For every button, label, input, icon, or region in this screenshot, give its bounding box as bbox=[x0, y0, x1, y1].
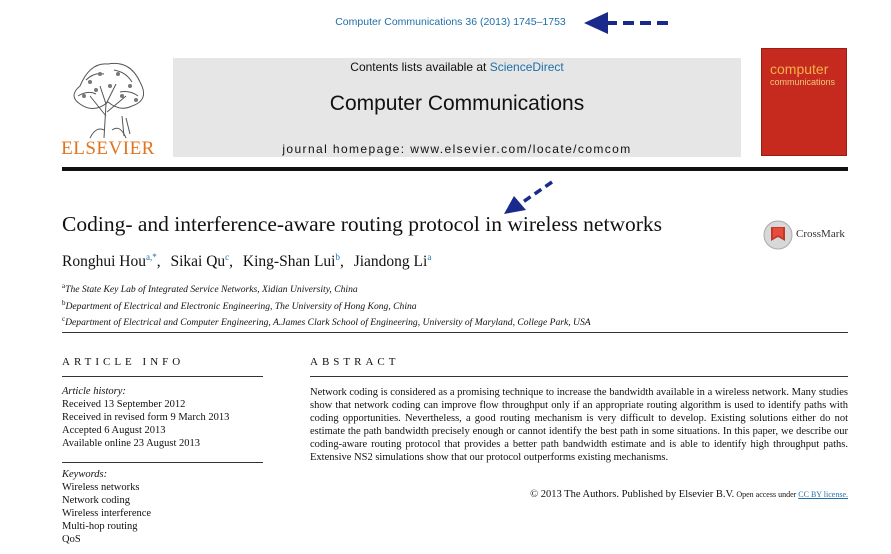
article-title: Coding- and interference-aware routing protocol in wireless networks bbox=[62, 212, 663, 236]
info-divider bbox=[62, 376, 263, 377]
affiliation-key: c bbox=[62, 315, 66, 324]
contents-line bbox=[173, 60, 741, 74]
sciencedirect-link[interactable]: ScienceDirect bbox=[489, 60, 564, 74]
crossmark-badge[interactable] bbox=[763, 219, 858, 251]
keyword-item: Wireless interference bbox=[62, 508, 152, 519]
author-affiliation-ref[interactable]: a bbox=[427, 252, 432, 262]
license-link[interactable]: CC BY license. bbox=[798, 490, 848, 499]
elsevier-logo[interactable] bbox=[60, 56, 156, 160]
keyword-item: Wireless networks bbox=[62, 482, 140, 493]
author-affiliation-ref[interactable]: b bbox=[335, 252, 340, 262]
author-list: Ronghui Hou$^{a,*}$, Sikai Qu$^c$, King-Shan Lui$^b$, Jiandong Li$^a$ bbox=[62, 252, 432, 271]
history-item: Received in revised form 9 March 2013 bbox=[62, 412, 230, 423]
cover-title: computer bbox=[770, 61, 829, 77]
open-access-text: Open access under bbox=[734, 490, 799, 499]
abstract-body: Network coding is considered as a promising technique to increase the bandwidth available in a wireless network. Many studies show that network coding can improve flow throughput only if an appropriate routing algorithm is used to identify paths with coding opportunities. Nevertheless, a good routing mechanism is very difficult to develop. Existing solutions either do not estimate the path bandwidth precisely enough or cannot identify the best path in some situations. In this paper, we describe our coding-aware routing protocol that provides a better path bandwidth estimate and is able to identify high throughput paths. Extensive NS2 simulations show that our protocol outperforms existing mechanisms. bbox=[310, 387, 848, 463]
keywords bbox=[62, 468, 151, 546]
arrow-annotation-top bbox=[582, 6, 672, 40]
crossmark-icon bbox=[763, 219, 793, 251]
author-name[interactable]: Sikai Qu bbox=[170, 253, 226, 271]
affiliation-text: Department of Electrical and Computer Engineering, A.James Clark School of Engineering, University of Maryland, College Park, USA bbox=[65, 317, 591, 329]
journal-homepage-link[interactable]: journal homepage: www.elsevier.com/locate/comcom bbox=[282, 142, 632, 156]
arrow-left-icon bbox=[584, 12, 668, 34]
affiliation-item bbox=[62, 297, 591, 314]
arrow-down-left-icon bbox=[504, 182, 552, 214]
history-item: Available online 23 August 2013 bbox=[62, 438, 201, 449]
copyright-text: © 2013 The Authors. Published by Elsevier B.V. bbox=[530, 489, 735, 500]
abstract-heading: ABSTRACT bbox=[310, 356, 400, 368]
crossmark-label: CrossMark bbox=[796, 228, 845, 240]
author-affiliation-ref[interactable]: a,* bbox=[145, 252, 157, 262]
keywords-label: Keywords: bbox=[62, 469, 108, 480]
keyword-item: Network coding bbox=[62, 495, 130, 506]
author-name[interactable]: Jiandong Li bbox=[353, 253, 428, 271]
cover-subtitle: communications bbox=[770, 77, 836, 87]
contents-prefix: Contents lists available at bbox=[350, 60, 490, 74]
elsevier-wordmark: ELSEVIER bbox=[61, 138, 155, 159]
author-affiliation-ref[interactable]: c bbox=[225, 252, 230, 262]
journal-banner bbox=[173, 58, 741, 157]
header-divider bbox=[62, 167, 848, 171]
author-name[interactable]: King-Shan Lui bbox=[242, 253, 336, 271]
history-item: Accepted 6 August 2013 bbox=[62, 425, 166, 436]
history-label: Article history: bbox=[62, 386, 126, 397]
journal-citation[interactable] bbox=[0, 16, 891, 28]
article-info-heading: ARTICLE INFO bbox=[62, 356, 185, 368]
article-history bbox=[62, 385, 229, 450]
affiliation-text: Department of Electrical and Electronic Engineering, The University of Hong Kong, China bbox=[65, 300, 417, 312]
history-item: Received 13 September 2012 bbox=[62, 399, 186, 410]
journal-cover-thumbnail[interactable] bbox=[761, 48, 847, 156]
author-name[interactable]: Ronghui Hou bbox=[62, 253, 146, 271]
section-divider bbox=[62, 332, 848, 333]
keywords-divider bbox=[62, 462, 263, 463]
keyword-item: QoS bbox=[62, 534, 81, 545]
tree-icon bbox=[60, 56, 156, 140]
affiliation-item bbox=[62, 313, 591, 330]
journal-name: Computer Communications bbox=[329, 92, 585, 115]
citation-link[interactable]: Computer Communications 36 (2013) 1745–1753 bbox=[335, 16, 566, 28]
keyword-item: Multi-hop routing bbox=[62, 521, 138, 532]
affiliation-list bbox=[62, 280, 591, 330]
affiliation-text: The State Key Lab of Integrated Service Networks, Xidian University, China bbox=[65, 284, 358, 296]
affiliation-key: a bbox=[62, 282, 66, 290]
copyright-line bbox=[310, 489, 848, 500]
affiliation-key: b bbox=[62, 298, 66, 307]
affiliation-item bbox=[62, 280, 591, 297]
abstract-divider bbox=[310, 376, 848, 377]
